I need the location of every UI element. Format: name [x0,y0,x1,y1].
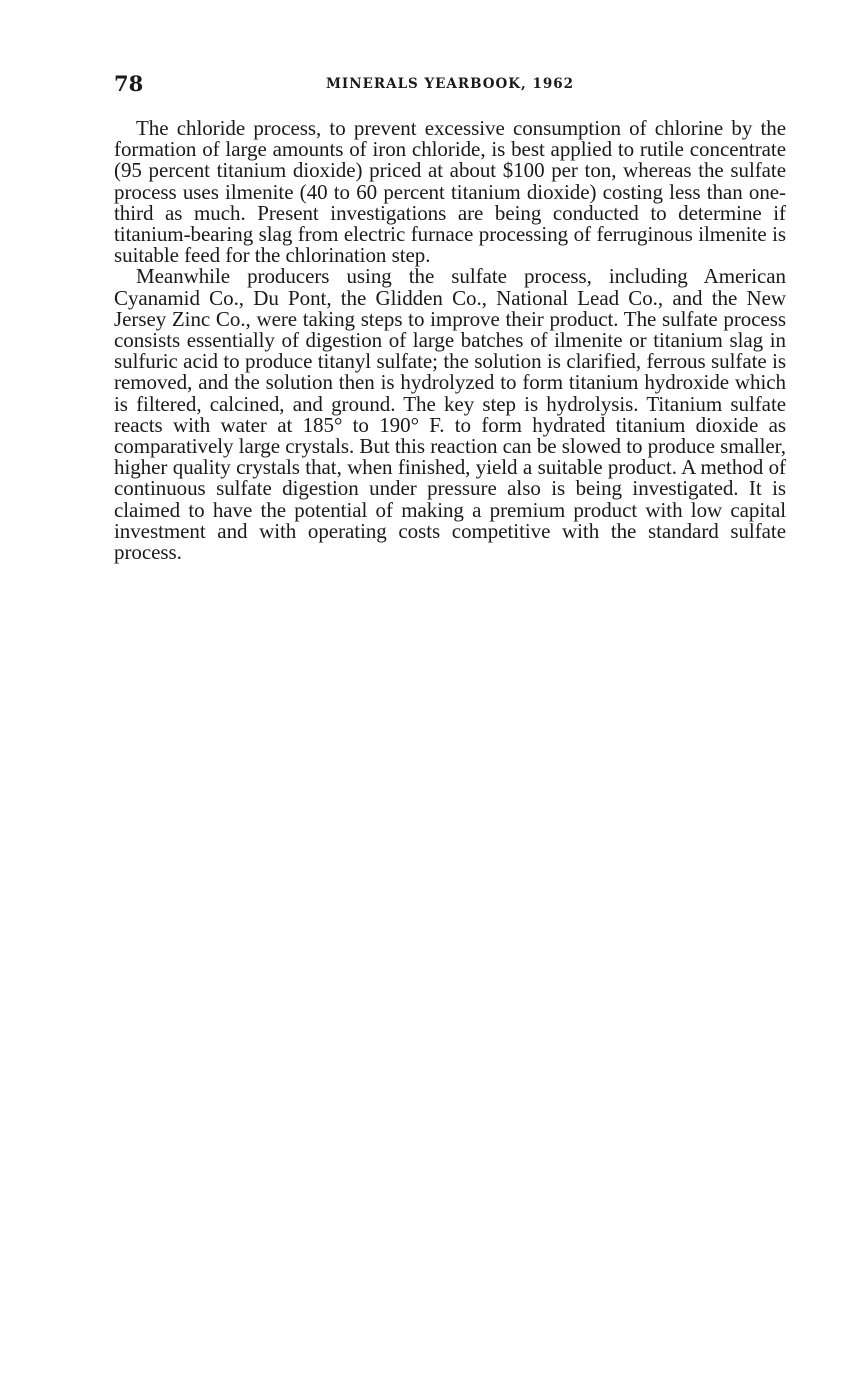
paragraph-chloride-process: The chloride process, to prevent excessive consumption of chlorine by the formation of large amounts of iron chloride, is best applied to rutile concentrate (95 percent titanium dioxide) priced at about $100 per ton, whereas the sulfate process uses ilmenite (40 to 60 percent titanium dioxide) costing less than one-third as much. Present investigations are being conducted to determine if titanium-bearing slag from electric furnace processing of ferruginous ilmenite is suitable feed for the chlorination step. [114,116,786,268]
running-header [114,70,786,98]
body-text [114,118,786,563]
page-number: 78 [114,71,144,96]
running-title: MINERALS YEARBOOK, 1962 [325,76,575,92]
paragraph-sulfate-process: Meanwhile producers using the sulfate process, including American Cyanamid Co., Du Pont, the Glidden Co., National Lead Co., and the New Jersey Zinc Co., were taking steps to improve their product. The sulfate process consists essentially of digestion of large batches of ilmenite or titanium slag in sulfuric acid to produce titanyl sulfate; the solution is clarified, ferrous sulfate is removed, and the solution then is hydrolyzed to form titanium hydroxide which is filtered, calcined, and ground. The key step is hydrolysis. Titanium sulfate reacts with water at 185° to 190° F. to form hydrated titanium dioxide as comparatively large crystals. But this reaction can be slowed to produce smaller, higher quality crystals that, when finished, yield a suitable product. A method of continuous sulfate digestion under pressure also is being investigated. It is claimed to have the potential of making a premium product with low capital investment and with operating costs competitive with the standard sulfate process. [114,264,786,565]
